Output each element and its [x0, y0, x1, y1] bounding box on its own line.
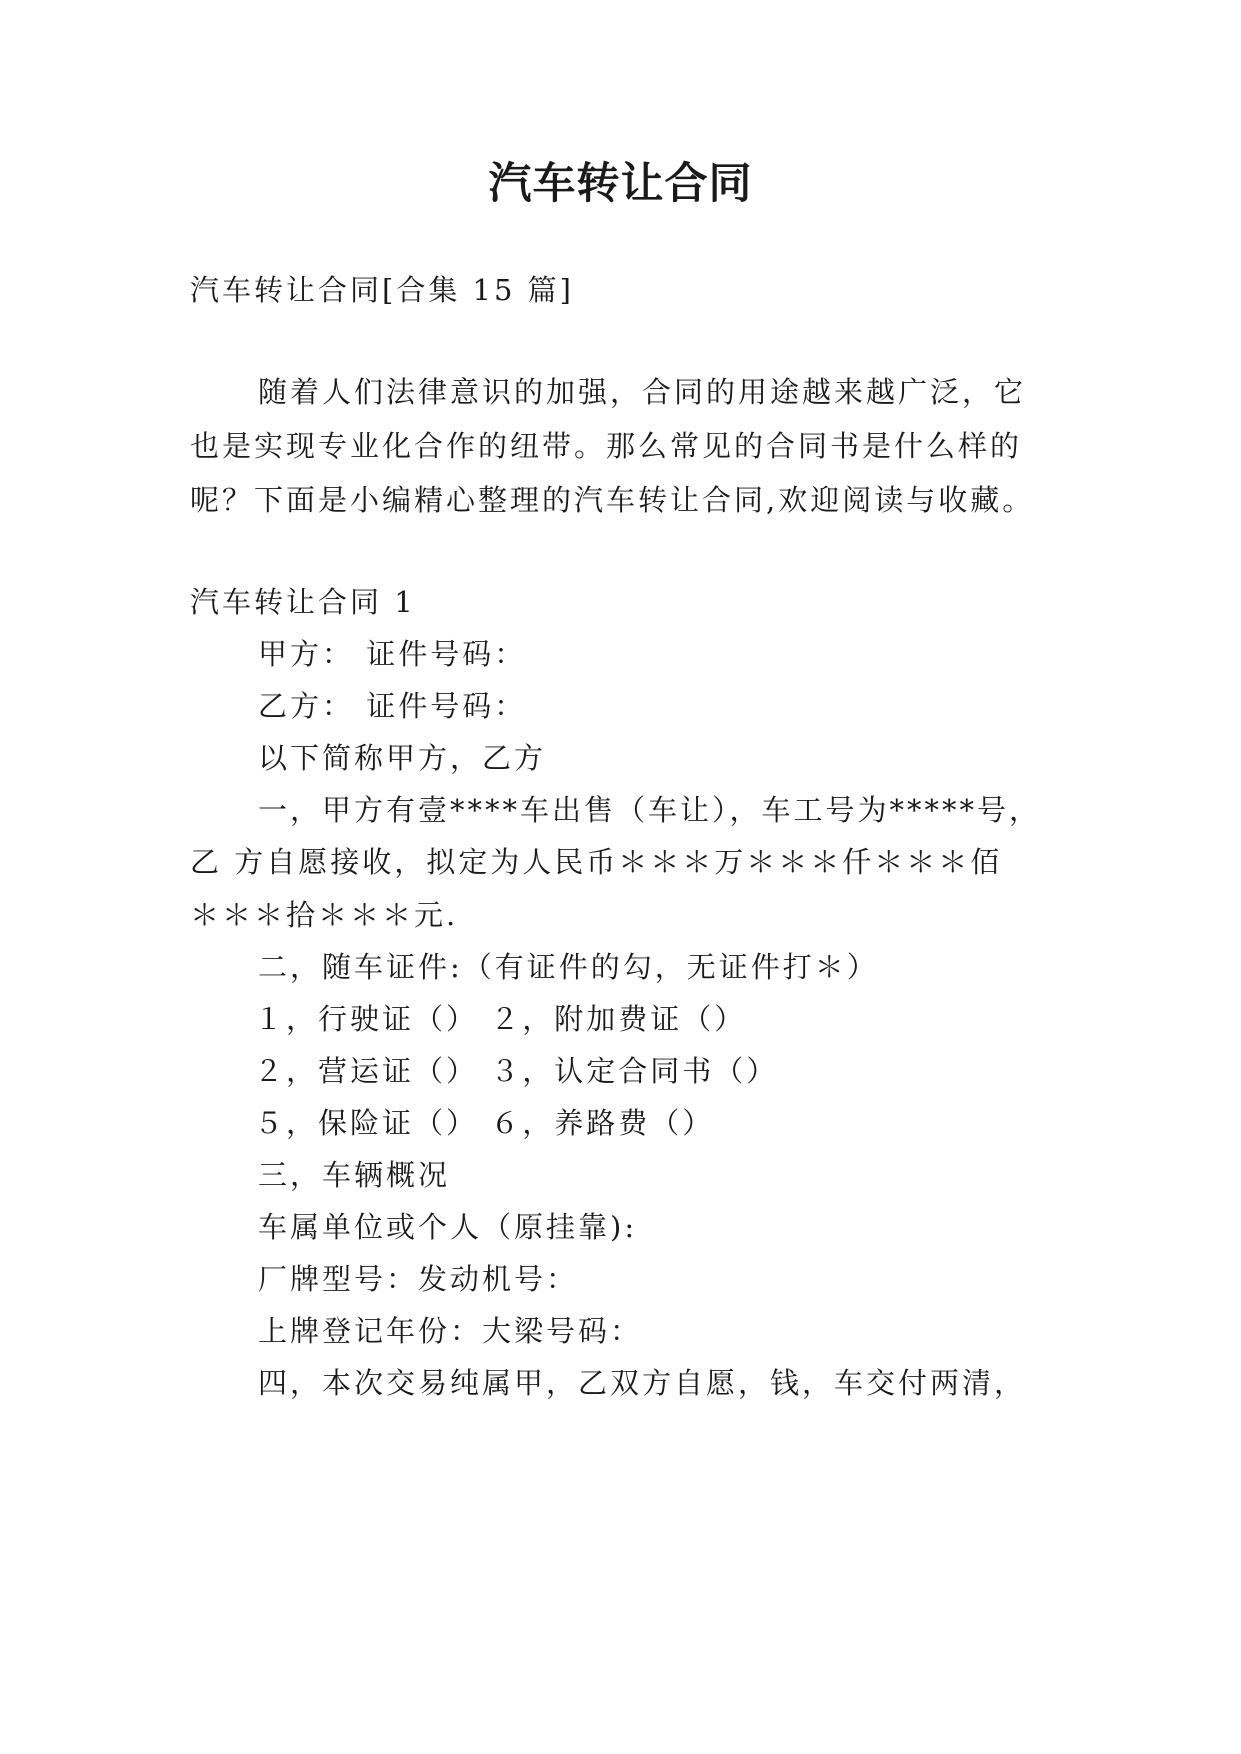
clause-3-model-line: 厂牌型号：发动机号： [258, 1262, 579, 1296]
clause-2-item-1: １，行驶证（） ２，附加费证（） [254, 1002, 747, 1036]
document-title: 汽车转让合同 [488, 159, 753, 209]
clause-3-heading: 三，车辆概况 [258, 1158, 451, 1192]
clause-2-item-2: ２，营运证（） ３，认定合同书（） [254, 1054, 779, 1088]
clause-2-heading: 二，随车证件:（有证件的勾，无证件打＊） [258, 950, 879, 984]
clause-2-item-3: ５，保险证（） ６，养路费（） [254, 1106, 715, 1140]
clause-3-registration-line: 上牌登记年份：大梁号码： [258, 1314, 643, 1348]
collection-heading: 汽车转让合同[合集 15 篇] [190, 273, 574, 307]
party-b-line: 乙方： 证件号码： [258, 689, 527, 723]
clause-3-owner-line: 车属单位或个人（原挂靠): [258, 1210, 638, 1244]
clause-1-line-1: 一，甲方有壹****车出售（车让），车工号为*****号， [258, 793, 1042, 827]
abbreviation-line: 以下简称甲方，乙方 [258, 741, 547, 775]
intro-line-3: 呢？下面是小编精心整理的汽车转让合同,欢迎阅读与收藏。 [190, 483, 1035, 517]
clause-1-line-3: ＊＊＊拾＊＊＊元. [190, 898, 459, 932]
intro-line-1: 随着人们法律意识的加强，合同的用途越来越广泛，它 [258, 375, 1027, 409]
clause-1-line-2: 乙 方自愿接收，拟定为人民币＊＊＊万＊＊＊仟＊＊＊佰 [190, 845, 1003, 879]
section-heading: 汽车转让合同 1 [190, 585, 416, 619]
clause-4-line: 四，本次交易纯属甲，乙双方自愿，钱，车交付两清， [258, 1366, 1027, 1400]
intro-line-2: 也是实现专业化合作的纽带。那么常见的合同书是什么样的 [190, 429, 1023, 463]
party-a-line: 甲方： 证件号码： [258, 637, 527, 671]
